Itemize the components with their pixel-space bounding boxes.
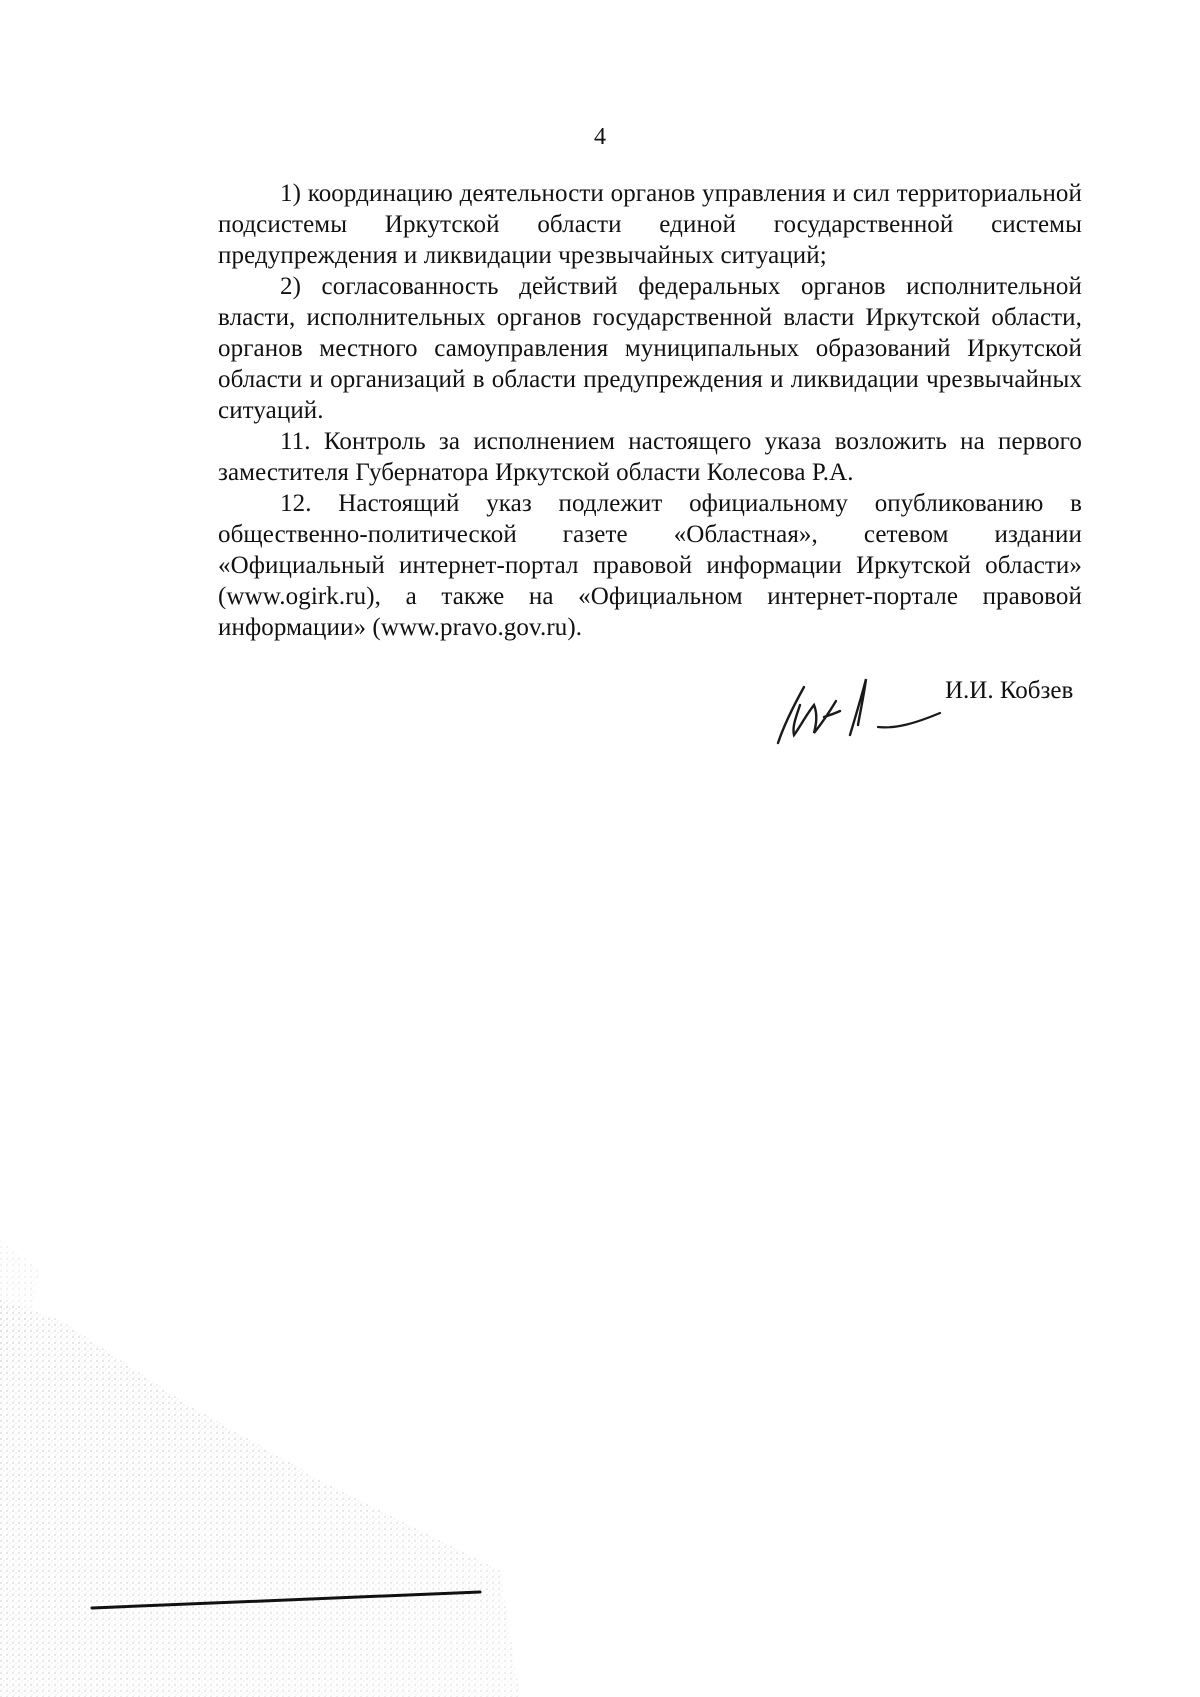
paragraph-clause-11: 11. Контроль за исполнением настоящего указа возложить на первого заместителя Губернатора Иркутской области Колесова Р.А. xyxy=(218,428,1082,486)
scan-edge-line xyxy=(0,1560,520,1620)
document-body xyxy=(218,178,1082,643)
handwritten-signature xyxy=(770,665,950,755)
signature-block xyxy=(770,665,1100,755)
paragraph-item-2: 2) согласованность действий федеральных органов исполнительной власти, исполнительных органов государственной власти Иркутской области, органов местного самоуправления муниципальных образований Иркутской области и организаций в области предупреждения и ликвидации чрезвычайных ситуаций. xyxy=(218,273,1082,424)
signer-name: И.И. Кобзев xyxy=(945,677,1074,704)
paragraph-clause-12: 12. Настоящий указ подлежит официальному опубликованию в общественно-политической газете «Областная», сетевом издании «Официальный интернет-портал правовой информации Иркутской области» (www.ogirk.ru), а также на «Официальном интернет-портале правовой информации» (www.pravo.gov.ru). xyxy=(218,490,1082,641)
paragraph-item-1: 1) координацию деятельности органов управления и сил территориальной подсистемы Иркутской области единой государственной системы предупреждения и ликвидации чрезвычайных ситуаций; xyxy=(218,180,1082,269)
scan-noise-artifact xyxy=(0,1240,520,1697)
page-number: 4 xyxy=(594,124,606,150)
